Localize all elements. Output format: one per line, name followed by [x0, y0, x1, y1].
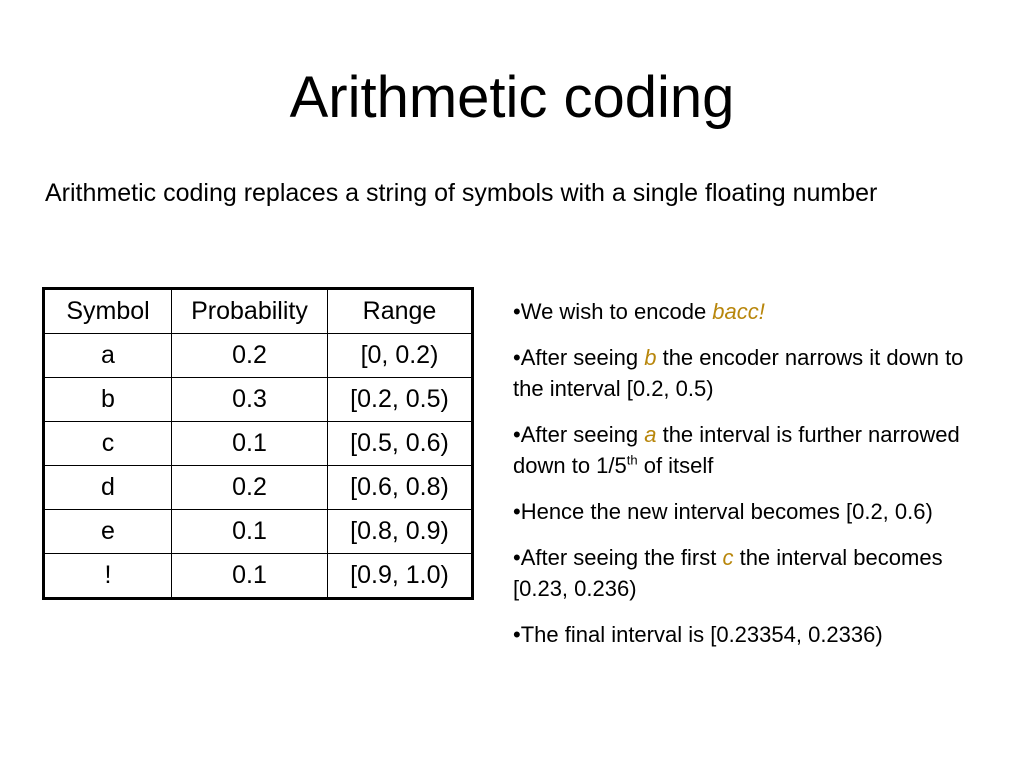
table-header-row [44, 289, 473, 334]
range-cell: [0, 0.2) [328, 334, 473, 378]
bullet-text: •We wish to encode [513, 299, 713, 324]
range-cell: [0.6, 0.8) [328, 466, 473, 510]
symbol-cell: a [44, 334, 172, 378]
range-cell: [0.8, 0.9) [328, 510, 473, 554]
symbol-cell: b [44, 378, 172, 422]
probability-cell: 0.1 [172, 422, 328, 466]
table-row [44, 378, 473, 422]
slide-title: Arithmetic coding [289, 65, 735, 130]
bullet-final-interval: •The final interval is [0.23354, 0.2336) [513, 622, 883, 647]
bullet-encode-target [513, 296, 983, 327]
highlight-string: bacc! [712, 299, 765, 324]
bullet-text: the encoder narrows it down to the interval [0.2, 0.5) [513, 345, 964, 401]
probability-cell: 0.1 [172, 554, 328, 599]
bullet-after-b [513, 342, 983, 404]
table-row [44, 422, 473, 466]
table-row [44, 334, 473, 378]
probability-cell: 0.2 [172, 334, 328, 378]
bullet-after-a [513, 419, 983, 481]
bullet-text: •After seeing [513, 422, 645, 447]
highlight-symbol: c [722, 545, 734, 570]
table-row [44, 510, 473, 554]
range-cell: [0.5, 0.6) [328, 422, 473, 466]
range-cell: [0.2, 0.5) [328, 378, 473, 422]
explanation-bullets [513, 296, 983, 665]
probability-cell: 0.1 [172, 510, 328, 554]
symbol-cell: e [44, 510, 172, 554]
probability-cell: 0.2 [172, 466, 328, 510]
column-header-probability: Probability [172, 289, 328, 334]
highlight-symbol: a [644, 422, 657, 447]
symbol-probability-table [42, 287, 474, 600]
symbol-cell: c [44, 422, 172, 466]
bullet-new-interval: •Hence the new interval becomes [0.2, 0.6) [513, 499, 933, 524]
bullet-text: •After seeing the first [513, 545, 723, 570]
table-row [44, 554, 473, 599]
column-header-symbol: Symbol [44, 289, 172, 334]
symbol-cell: ! [44, 554, 172, 599]
bullet-after-c [513, 542, 983, 604]
bullet-text: of itself [637, 453, 714, 478]
probability-cell: 0.3 [172, 378, 328, 422]
bullet-text: the interval becomes [0.23, 0.236) [513, 545, 943, 601]
bullet-text: •After seeing [513, 345, 645, 370]
column-header-range: Range [328, 289, 473, 334]
symbol-cell: d [44, 466, 172, 510]
intro-text: Arithmetic coding replaces a string of symbols with a single floating number [45, 179, 878, 207]
table-row [44, 466, 473, 510]
range-cell: [0.9, 1.0) [328, 554, 473, 599]
superscript: th [626, 452, 638, 468]
bullet-text: the interval is further narrowed down to 1/5 [513, 422, 960, 478]
highlight-symbol: b [644, 345, 657, 370]
